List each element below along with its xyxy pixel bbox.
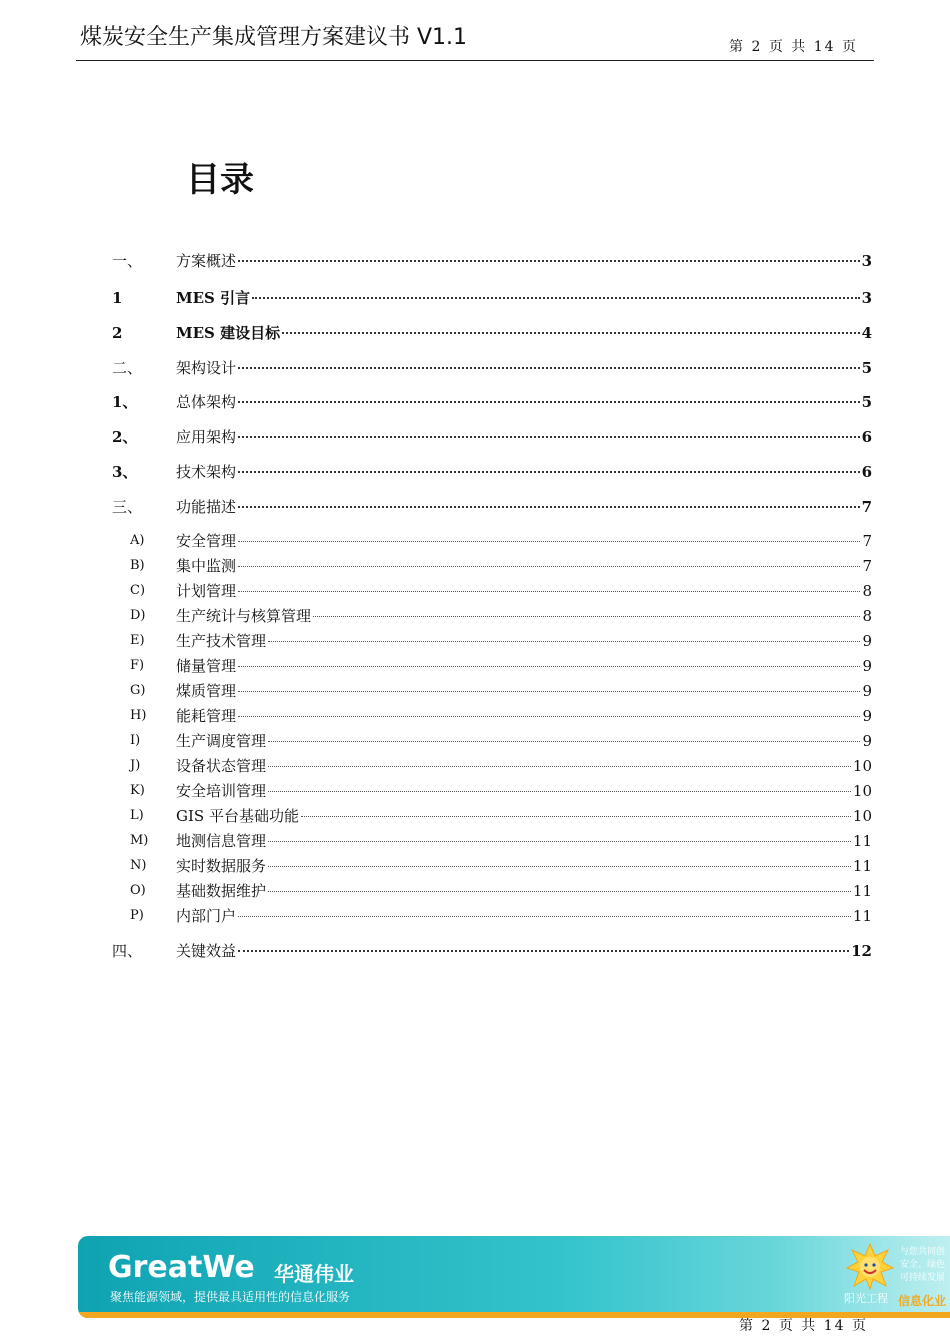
toc-entry-line <box>176 830 872 852</box>
toc-dot-leader <box>238 436 860 438</box>
toc-entry-number: O) <box>130 883 146 898</box>
toc-entry-page: 9 <box>862 732 872 750</box>
toc-entry-line <box>176 855 872 877</box>
toc-dot-leader <box>238 916 851 917</box>
toc-entry[interactable] <box>0 830 950 852</box>
toc-entry-label: 方案概述 <box>176 252 237 270</box>
toc-entry[interactable] <box>0 680 950 702</box>
toc-entry-number: 2、 <box>112 428 138 446</box>
toc-entry[interactable] <box>0 357 950 379</box>
header-divider <box>76 60 874 61</box>
toc-entry-number: N) <box>130 858 147 873</box>
toc-dot-leader <box>238 471 860 473</box>
toc-entry-line <box>176 580 872 602</box>
toc-entry-page: 11 <box>852 882 872 900</box>
toc-entry-page: 11 <box>852 857 872 875</box>
toc-entry-page: 8 <box>862 607 872 625</box>
toc-entry[interactable] <box>0 730 950 752</box>
toc-entry-page: 10 <box>852 757 872 775</box>
toc-entry-label: 技术架构 <box>176 463 237 481</box>
toc-entry-line <box>176 705 872 727</box>
toc-dot-leader <box>238 506 860 508</box>
toc-entry-number: A) <box>130 533 145 548</box>
toc-entry-page: 9 <box>862 707 872 725</box>
toc-entry-line <box>176 630 872 652</box>
toc-entry[interactable] <box>0 855 950 877</box>
toc-entry-line <box>176 880 872 902</box>
toc-dot-leader <box>282 332 859 334</box>
toc-entry-number: F) <box>130 658 145 673</box>
toc-entry[interactable] <box>0 426 950 448</box>
toc-entry-label: 安全培训管理 <box>176 782 267 800</box>
toc-entry-label: MES 引言 <box>176 289 251 307</box>
toc-dot-leader <box>238 566 860 567</box>
toc-entry-line <box>176 287 872 309</box>
toc-entry-number: P) <box>130 908 144 923</box>
toc-dot-leader <box>268 791 851 792</box>
toc-entry[interactable] <box>0 630 950 652</box>
sun-icon <box>846 1242 894 1290</box>
toc-entry-number: G) <box>130 683 146 698</box>
toc-entry-line <box>176 780 872 802</box>
toc-entry-label: 应用架构 <box>176 428 237 446</box>
toc-entry-page: 6 <box>861 463 872 481</box>
toc-entry-label: 关键效益 <box>176 942 237 960</box>
toc-entry-page: 8 <box>862 582 872 600</box>
toc-entry-line <box>176 426 872 448</box>
toc-dot-leader <box>313 616 860 617</box>
toc-entry[interactable] <box>0 530 950 552</box>
toc-entry-page: 5 <box>861 359 872 377</box>
toc-entry-line <box>176 322 872 344</box>
toc-entry-page: 9 <box>862 632 872 650</box>
toc-entry-line <box>176 530 872 552</box>
toc-entry[interactable] <box>0 805 950 827</box>
toc-entry-number: 二、 <box>112 359 143 377</box>
toc-entry[interactable] <box>0 940 950 962</box>
toc-entry-label: 安全管理 <box>176 532 237 550</box>
toc-entry-number: I) <box>130 733 141 748</box>
footer-side-text: 与您共同创 安全、绿色 可持续发展 <box>900 1247 946 1283</box>
toc-entry-label: 集中监测 <box>176 557 237 575</box>
toc-entry-page: 7 <box>862 557 872 575</box>
toc-entry-number: 2 <box>112 324 123 342</box>
toc-entry-page: 11 <box>852 832 872 850</box>
footer-side-brand: 信息化业 <box>898 1294 947 1308</box>
toc-entry-page: 3 <box>861 289 872 307</box>
toc-dot-leader <box>238 260 860 262</box>
toc-entry[interactable] <box>0 250 950 272</box>
toc-entry-label: 实时数据服务 <box>176 857 267 875</box>
document-title: 煤炭安全生产集成管理方案建议书 V1.1 <box>80 25 468 50</box>
toc-entry-line <box>176 250 872 272</box>
company-logo-text: GreatWe <box>108 1250 255 1285</box>
toc-entry-line <box>176 940 872 962</box>
toc-entry[interactable] <box>0 322 950 344</box>
toc-entry[interactable] <box>0 605 950 627</box>
toc-entry-page: 9 <box>862 657 872 675</box>
toc-entry-line <box>176 805 872 827</box>
header-page-number: 第 2 页 共 14 页 <box>729 39 858 55</box>
toc-entry-line <box>176 755 872 777</box>
toc-entry-number: B) <box>130 558 145 573</box>
company-name-cn: 华通伟业 <box>274 1262 354 1286</box>
toc-entry-line <box>176 730 872 752</box>
toc-entry-label: 能耗管理 <box>176 707 237 725</box>
toc-entry[interactable] <box>0 905 950 927</box>
toc-entry-line <box>176 605 872 627</box>
toc-dot-leader <box>268 766 851 767</box>
sun-project-label: 阳光工程 <box>844 1292 888 1305</box>
toc-entry-line <box>176 461 872 483</box>
toc-entry-label: 储量管理 <box>176 657 237 675</box>
toc-entry-number: L) <box>130 808 144 823</box>
toc-entry-number: J) <box>130 758 141 773</box>
toc-entry-page: 7 <box>862 532 872 550</box>
toc-dot-leader <box>268 641 860 642</box>
toc-dot-leader <box>238 541 860 542</box>
toc-dot-leader <box>238 401 860 403</box>
toc-entry-line <box>176 905 872 927</box>
toc-entry-number: M) <box>130 833 149 848</box>
toc-dot-leader <box>268 891 851 892</box>
toc-dot-leader <box>238 691 860 692</box>
toc-entry-page: 7 <box>861 498 872 516</box>
toc-entry-label: 生产统计与核算管理 <box>176 607 312 625</box>
toc-entry-label: 功能描述 <box>176 498 237 516</box>
toc-entry-label: 生产调度管理 <box>176 732 267 750</box>
toc-entry-number: 三、 <box>112 498 143 516</box>
toc-entry[interactable] <box>0 555 950 577</box>
toc-dot-leader <box>238 666 860 667</box>
toc-entry-line <box>176 655 872 677</box>
toc-entry-page: 10 <box>852 782 872 800</box>
toc-entry-number: H) <box>130 708 147 723</box>
toc-entry-label: GIS 平台基础功能 <box>176 807 299 825</box>
toc-entry-page: 9 <box>862 682 872 700</box>
toc-entry-line <box>176 496 872 518</box>
toc-entry-page: 3 <box>861 252 872 270</box>
toc-entry-label: 地测信息管理 <box>176 832 267 850</box>
toc-entry[interactable] <box>0 880 950 902</box>
toc-dot-leader <box>238 591 860 592</box>
toc-entry-number: 3、 <box>112 463 138 481</box>
footer-page-number: 第 2 页 共 14 页 <box>739 1318 868 1334</box>
toc-entry-number: 1、 <box>112 393 138 411</box>
toc-entry-number: E) <box>130 633 145 648</box>
toc-entry-label: 煤质管理 <box>176 682 237 700</box>
toc-entry-page: 6 <box>861 428 872 446</box>
toc-entry[interactable] <box>0 755 950 777</box>
toc-heading: 目录 <box>186 160 254 200</box>
toc-entry[interactable] <box>0 461 950 483</box>
toc-entry-number: K) <box>130 783 145 798</box>
company-slogan: 聚焦能源领域，提供最具适用性的信息化服务 <box>110 1290 351 1304</box>
toc-entry-line <box>176 357 872 379</box>
toc-entry-page: 4 <box>861 324 872 342</box>
toc-entry[interactable] <box>0 496 950 518</box>
toc-entry-label: 计划管理 <box>176 582 237 600</box>
toc-entry-page: 5 <box>861 393 872 411</box>
toc-entry[interactable] <box>0 287 950 309</box>
toc-dot-leader <box>238 367 860 369</box>
toc-entry-line <box>176 680 872 702</box>
toc-entry-label: 设备状态管理 <box>176 757 267 775</box>
toc-entry-label: 基础数据维护 <box>176 882 267 900</box>
toc-entry-label: 总体架构 <box>176 393 237 411</box>
toc-entry-number: 一、 <box>112 252 143 270</box>
toc-entry-number: 1 <box>112 289 123 307</box>
toc-dot-leader <box>268 866 851 867</box>
toc-entry-page: 12 <box>851 942 872 960</box>
toc-entry-label: 架构设计 <box>176 359 237 377</box>
toc-entry[interactable] <box>0 580 950 602</box>
toc-entry-number: C) <box>130 583 146 598</box>
toc-dot-leader <box>238 716 860 717</box>
toc-entry-line <box>176 391 872 413</box>
toc-entry-line <box>176 555 872 577</box>
toc-entry-label: 生产技术管理 <box>176 632 267 650</box>
toc-entry[interactable] <box>0 705 950 727</box>
toc-entry-page: 11 <box>852 907 872 925</box>
toc-dot-leader <box>252 297 859 299</box>
toc-dot-leader <box>238 950 849 952</box>
toc-entry-page: 10 <box>852 807 872 825</box>
footer-banner <box>78 1236 950 1318</box>
toc-entry[interactable] <box>0 655 950 677</box>
toc-entry-number: 四、 <box>112 942 143 960</box>
toc-entry-number: D) <box>130 608 146 623</box>
toc-entry-label: MES 建设目标 <box>176 324 281 342</box>
toc-dot-leader <box>301 816 851 817</box>
toc-entry[interactable] <box>0 780 950 802</box>
toc-dot-leader <box>268 841 851 842</box>
toc-entry[interactable] <box>0 391 950 413</box>
toc-dot-leader <box>268 741 860 742</box>
toc-entry-label: 内部门户 <box>176 907 237 925</box>
